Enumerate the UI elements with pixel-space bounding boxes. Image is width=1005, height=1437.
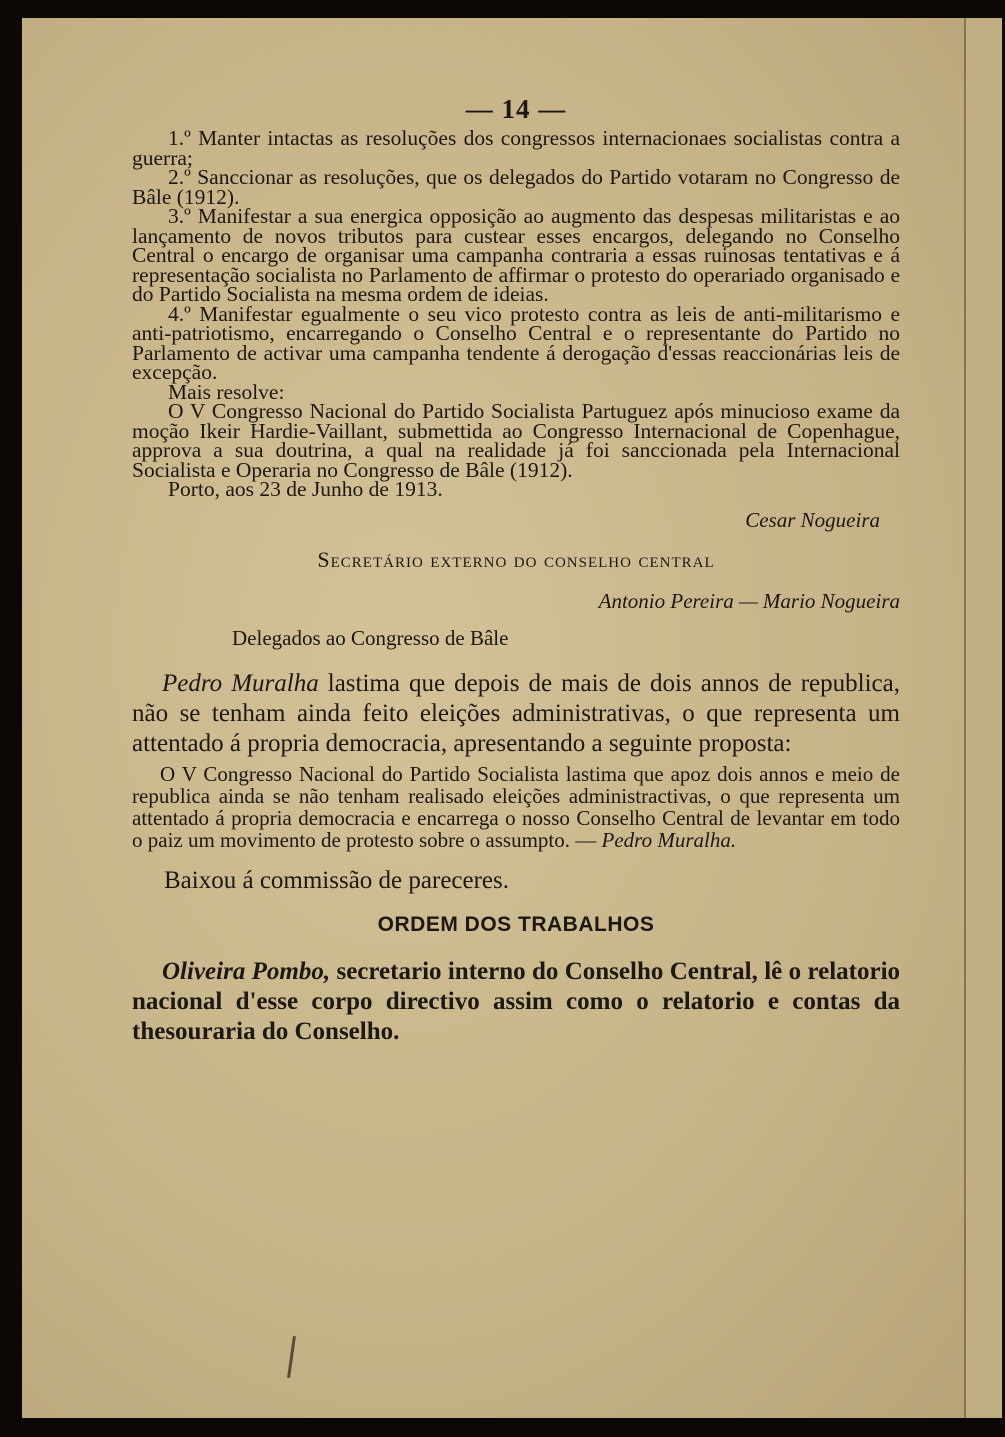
proposal-paragraph bbox=[132, 763, 900, 851]
mais-resolve: Mais resolve: bbox=[168, 379, 285, 404]
delegados-line: Delegados ao Congresso de Bâle bbox=[232, 625, 509, 650]
adjacent-page-edge bbox=[964, 18, 1002, 1418]
muralha-paragraph bbox=[132, 669, 900, 759]
resolution-item-3: 3.º Manifestar a sua energica opposição ao augmento das despesas militaristas e ao lançamento de novos tributos para custear esses encargos, delegando no Conselho Central o encargo de organisar uma campanha contraria a essas ruinosas tentativas e á representação socialista no Parlamento de affirmar o protesto do operariado organisado e do Partido Socialista na mesma ordem de ideias. bbox=[132, 204, 900, 306]
muralha-name: Pedro Muralha bbox=[162, 669, 319, 697]
baixou-line: Baixou á commissão de pareceres. bbox=[164, 866, 510, 894]
resolution-item-4: 4.º Manifestar egualmente o seu vico protesto contra as leis de anti-militarismo e anti-patriotismo, encarregando o Conselho Central e o representante do Partido no Parlamento de activar uma campanha tendente á derogação d'essas reaccionárias leis de excepção. bbox=[132, 301, 900, 384]
secretary-title: Secretário externo do conselho central bbox=[317, 546, 715, 572]
ink-mark bbox=[287, 1336, 296, 1378]
pombo-text: secretario interno do Conselho Central, lê o relatorio nacional d'esse corpo directivo assim como o relatorio e contas da thesouraria do Conselho. bbox=[132, 957, 901, 1045]
page-content bbox=[132, 94, 900, 1047]
resolution-item-1: 1.º Manter intactas as resoluções dos congressos internacionaes socialistas contra a guerra; bbox=[132, 126, 900, 170]
signature-pereira-nogueira: Antonio Pereira — Mario Nogueira bbox=[598, 588, 900, 613]
pombo-name: Oliveira Pombo, bbox=[162, 957, 331, 985]
congress-paragraph: O V Congresso Nacional do Partido Socialista Partuguez após minucioso exame da moção Ikeir Hardie-Vaillant, submettida ao Congresso Internacional de Copenhague, approva a sua doutrina, a qual na realidade já foi sanccionada pela Internacional Socialista e Operaria no Congresso de Bâle (1912). bbox=[132, 399, 900, 482]
proposal-text: O V Congresso Nacional do Partido Socialista lastima que apoz dois annos e meio de republica ainda se não tenham realisado eleições administractivas, o que representa um attentado á propria democracia e encarrega o nosso Conselho Central de levantar em todo o paiz um movimento de protesto sobre o assumpto. — bbox=[132, 761, 900, 852]
signature-cesar-nogueira: Cesar Nogueira bbox=[745, 507, 880, 532]
resolution-item-2: 2.º Sanccionar as resoluções, que os delegados do Partido votaram no Congresso de Bâle (1912). bbox=[132, 165, 900, 209]
pombo-paragraph bbox=[132, 957, 900, 1047]
page-number: — 14 — bbox=[465, 94, 567, 124]
place-date: Porto, aos 23 de Junho de 1913. bbox=[168, 477, 443, 501]
ordem-heading: ORDEM DOS TRABALHOS bbox=[377, 912, 655, 936]
muralha-text: lastima que depois de mais de dois annos de republica, não se tenham ainda feito eleições administrativas, o que representa um attentado á propria democracia, apresentando a seguinte proposta: bbox=[132, 669, 900, 757]
document-page bbox=[22, 18, 964, 1418]
proposal-author: Pedro Muralha. bbox=[601, 827, 737, 852]
